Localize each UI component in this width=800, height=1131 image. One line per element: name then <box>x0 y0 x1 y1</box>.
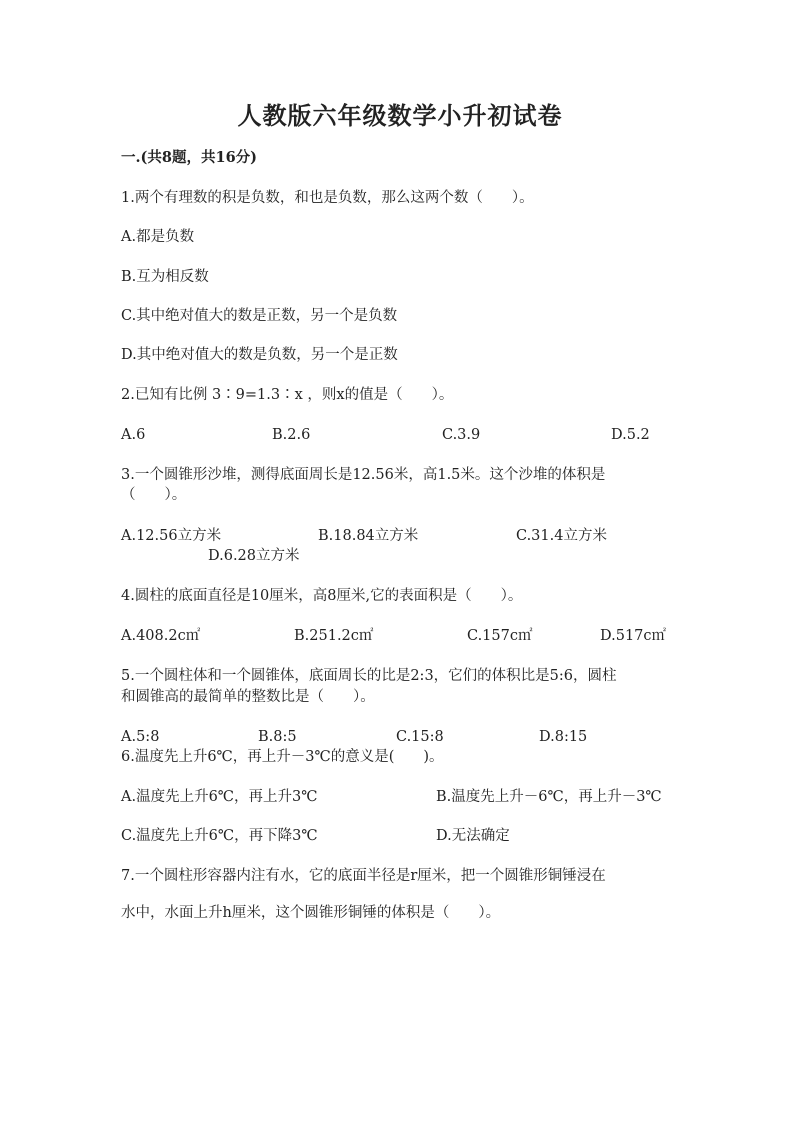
page-title: 人教版六年级数学小升初试卷 <box>237 101 563 130</box>
question-6-option-b: B.温度先上升－6℃，再上升－3℃ <box>436 789 662 805</box>
question-1-stem: 1.两个有理数的积是负数，和也是负数，那么这两个数（ ）。 <box>121 190 534 206</box>
question-1-option-a: A.都是负数 <box>121 229 195 245</box>
question-6-option-d: D.无法确定 <box>436 828 510 844</box>
question-5-option-d: D.8:15 <box>539 729 588 745</box>
question-2-option-a: A.6 <box>121 427 146 443</box>
question-2-option-d: D.5.2 <box>611 427 650 443</box>
question-2-stem: 2.已知有比例 3∶9=1.3∶x ，则x的值是（ ）。 <box>121 387 454 403</box>
section-heading: 一.(共8题，共16分) <box>121 149 258 166</box>
question-4-option-a: A.408.2c㎡ <box>121 628 201 644</box>
question-3-option-c: C.31.4立方米 <box>516 528 607 544</box>
question-4-option-b: B.251.2c㎡ <box>294 628 374 644</box>
question-3-option-d: D.6.28立方米 <box>208 548 300 564</box>
question-2-option-b: B.2.6 <box>272 427 311 443</box>
question-4-option-c: C.157c㎡ <box>467 628 533 644</box>
question-5-option-a: A.5:8 <box>121 729 160 745</box>
question-3-stem-line-1: 3.一个圆锥形沙堆，测得底面周长是12.56米，高1.5米。这个沙堆的体积是 <box>121 467 606 483</box>
question-1-option-d: D.其中绝对值大的数是负数，另一个是正数 <box>121 347 398 363</box>
question-7-stem-line-1: 7.一个圆柱形容器内注有水，它的底面半径是r厘米，把一个圆锥形铜锤浸在 <box>121 868 606 884</box>
question-2-option-c: C.3.9 <box>442 427 481 443</box>
question-6-option-c: C.温度先上升6℃，再下降3℃ <box>121 828 318 844</box>
question-3-option-b: B.18.84立方米 <box>318 528 419 544</box>
question-1-option-b: B.互为相反数 <box>121 269 209 285</box>
question-5-stem-line-1: 5.一个圆柱体和一个圆锥体，底面周长的比是2:3，它们的体积比是5:6，圆柱 <box>121 668 617 684</box>
question-5-stem-line-2: 和圆锥高的最简单的整数比是（ ）。 <box>121 689 375 705</box>
question-3-stem-line-2: （ ）。 <box>121 487 187 503</box>
question-6-stem: 6.温度先上升6℃，再上升－3℃的意义是( )。 <box>121 749 444 765</box>
question-1-option-c: C.其中绝对值大的数是正数，另一个是负数 <box>121 308 398 324</box>
question-4-stem: 4.圆柱的底面直径是10厘米，高8厘米,它的表面积是（ ）。 <box>121 588 523 604</box>
question-4-option-d: D.517c㎡ <box>600 628 667 644</box>
question-5-option-b: B.8:5 <box>258 729 297 745</box>
question-7-stem-line-2: 水中，水面上升h厘米，这个圆锥形铜锤的体积是（ ）。 <box>121 905 501 921</box>
question-6-option-a: A.温度先上升6℃，再上升3℃ <box>121 789 318 805</box>
question-5-option-c: C.15:8 <box>396 729 444 745</box>
question-3-option-a: A.12.56立方米 <box>121 528 222 544</box>
